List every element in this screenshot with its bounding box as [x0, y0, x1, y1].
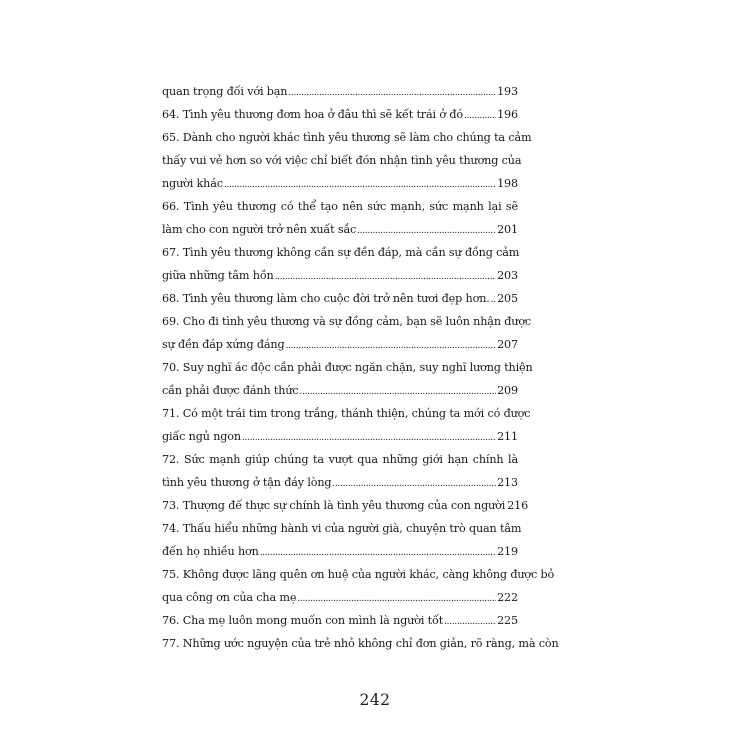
toc-entry-line	[162, 497, 529, 515]
toc-entry-text: quan trọng đối với bạn	[162, 85, 288, 98]
toc-entry-text: 67. Tình yêu thương không cần sự đền đáp, mà cần sự đồng cảm	[162, 246, 520, 259]
dot-leader	[224, 175, 496, 193]
toc-page-number: 216	[507, 499, 529, 512]
toc-entry-text: tình yêu thương ở tận đáy lòng	[162, 476, 332, 489]
toc-entry-line	[162, 313, 532, 331]
toc-entry-text: 73. Thượng đế thực sự chính là tình yêu thương của con người	[162, 499, 506, 512]
toc-entry-line	[162, 267, 518, 285]
dot-leader	[288, 83, 496, 101]
toc-page-number: 193	[497, 85, 518, 98]
toc-page-number: 222	[497, 591, 518, 604]
dot-leader	[286, 336, 497, 354]
toc-entry-text: 64. Tình yêu thương đơm hoa ở đâu thì sẽ kết trái ở đó	[162, 108, 463, 121]
toc-entry-text: 74. Thấu hiểu những hành vi của người già, chuyện trò quan tâm	[162, 522, 522, 535]
toc-entry-text: giấc ngủ ngon	[162, 430, 241, 443]
toc-page-number: 213	[497, 476, 518, 489]
toc-entry-line	[162, 405, 531, 423]
toc-entry-line	[162, 83, 518, 101]
toc-page-number: 198	[497, 177, 518, 190]
toc-entry-text: 66. Tình yêu thương có thể tạo nên sức mạnh, sức mạnh lại sẽ	[162, 200, 518, 213]
dot-leader	[242, 428, 496, 446]
dot-leader	[357, 221, 496, 239]
toc-page-number: 203	[497, 269, 518, 282]
toc-entry-text: người khác	[162, 177, 223, 190]
toc-entry-line	[162, 221, 518, 239]
toc-entry-line	[162, 336, 518, 354]
toc-page-number: 225	[497, 614, 518, 627]
toc-entry-line	[162, 290, 518, 308]
toc-entry-line	[162, 474, 518, 492]
toc-entry-text: giữa những tâm hồn	[162, 269, 274, 282]
toc-page-number: 207	[497, 338, 518, 351]
toc-entry-text: 71. Có một trái tim trong trắng, thánh thiện, chúng ta mới có được	[162, 407, 531, 420]
toc-entry-line	[162, 428, 518, 446]
toc-entry-text: 68. Tình yêu thương làm cho cuộc đời trở nên tươi đẹp hơn.	[162, 292, 490, 305]
dot-leader	[260, 543, 496, 561]
toc-page-number: 205	[497, 292, 518, 305]
dot-leader	[332, 474, 496, 492]
toc-entry-text: 65. Dành cho người khác tình yêu thương sẽ làm cho chúng ta cảm	[162, 131, 532, 144]
dot-leader	[297, 589, 496, 607]
toc-entry-text: 69. Cho đi tình yêu thương và sự đồng cảm, bạn sẽ luôn nhận được	[162, 315, 532, 328]
toc-entry-line	[162, 451, 518, 469]
toc-entry-text: 75. Không được lãng quên ơn huệ của người khác, càng không được bỏ	[162, 568, 555, 581]
toc-entry-line	[162, 566, 555, 584]
toc-page-number: 209	[497, 384, 518, 397]
toc-entry-line	[162, 152, 522, 170]
dot-leader	[300, 382, 497, 400]
toc-entry-line	[162, 635, 559, 653]
toc-entry-text: qua công ơn của cha mẹ	[162, 591, 297, 604]
toc-entry-text: 77. Những ước nguyện của trẻ nhỏ không chỉ đơn giản, rõ ràng, mà còn	[162, 637, 559, 650]
toc-entry-text: 70. Suy nghĩ ác độc cần phải được ngăn chặn, suy nghĩ lương thiện	[162, 361, 533, 374]
toc-entry-text: cần phải được đánh thức	[162, 384, 299, 397]
toc-page-number: 211	[497, 430, 518, 443]
toc-entry-line	[162, 382, 518, 400]
toc-entry-text: thấy vui vẻ hơn so với việc chỉ biết đón nhận tình yêu thương của	[162, 154, 522, 167]
toc-entry-text: 76. Cha mẹ luôn mong muốn con mình là người tốt	[162, 614, 444, 627]
toc-entry-line	[162, 612, 518, 630]
dot-leader	[275, 267, 496, 285]
page-number: 242	[359, 691, 391, 709]
toc-entry-line	[162, 589, 518, 607]
toc-entry-line	[162, 106, 518, 124]
toc-entry-line	[162, 359, 533, 377]
toc-entry-line	[162, 520, 522, 538]
toc-entry-text: 72. Sức mạnh giúp chúng ta vượt qua những giới hạn chính là	[162, 453, 518, 466]
toc-entry-line	[162, 198, 518, 216]
toc-entry-text: sự đền đáp xứng đáng	[162, 338, 285, 351]
dot-leader	[464, 106, 496, 124]
dot-leader	[444, 612, 496, 630]
toc-entry-text: làm cho con người trở nên xuất sắc	[162, 223, 357, 236]
dot-leader	[491, 290, 496, 308]
toc-page-number: 196	[497, 108, 518, 121]
toc-entry-line	[162, 244, 518, 262]
toc-page-number: 219	[497, 545, 518, 558]
toc-page-number: 201	[497, 223, 518, 236]
toc-entry-line	[162, 543, 518, 561]
toc-entry-text: đến họ nhiều hơn	[162, 545, 259, 558]
toc-entry-line	[162, 175, 518, 193]
toc-entry-line	[162, 129, 532, 147]
